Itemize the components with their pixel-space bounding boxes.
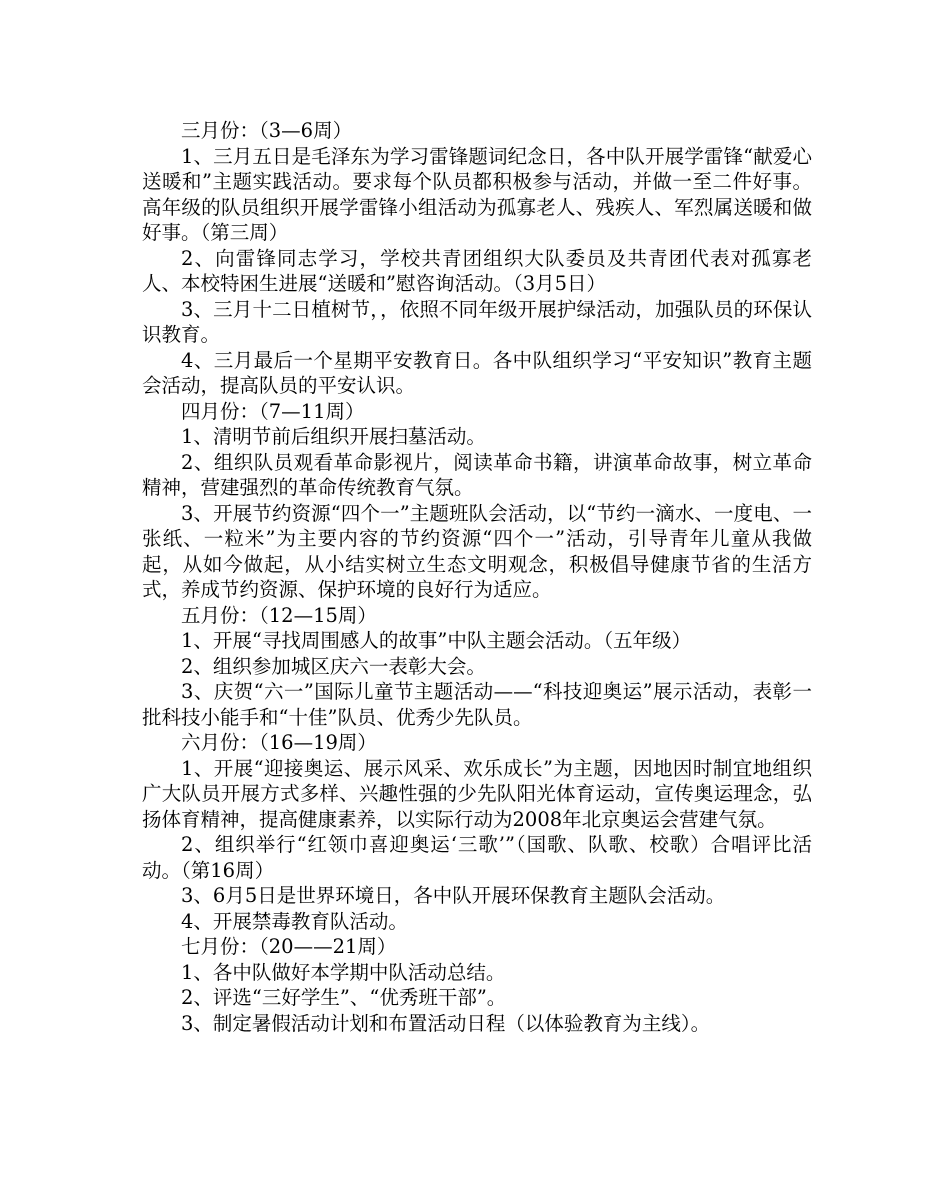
heading-june: 六月份：（16—19周）: [181, 731, 377, 754]
heading-july: 七月份：（20——21周）: [181, 935, 397, 958]
paragraph-may-2: 2、组织参加城区庆六一表彰大会。: [181, 654, 486, 678]
paragraph-march-1: 1、三月五日是毛泽东为学习雷锋题词纪念日，各中队开展学雷锋“献爱心 送暖和”主题实践活动。要求每个队员都积极参与活动，并做一至二件好事。高年级的队员组织开展学雷锋小组活动为孤寡老人、残疾人、军烈属送暖和做好事。（第三周）: [142, 144, 852, 244]
paragraph-march-4: 4、三月最后一个星期平安教育日。各中队组织学习“平安知识”教育主题会活动，提高队员的平安认识。: [142, 348, 812, 397]
paragraph-may-1: 1、开展“寻找周围感人的故事”中队主题会活动。（五年级）: [181, 629, 692, 652]
paragraph-april-2: 2、组织队员观看革命影视片，阅读革命书籍，讲演革命故事，树立革命精神，营建强烈的革命传统教育气氛。: [142, 450, 812, 499]
document-body: [142, 118, 852, 1036]
paragraph-june-4: 4、开展禁毒教育队活动。: [181, 909, 408, 933]
paragraph-june-1: 1、开展“迎接奥运、展示风采、欢乐成长”为主题，因地因时制宜地组织广大队员开展方式多样、兴趣性强的少先队阳光体育运动，宣传奥运理念，弘扬体育精神，提高健康素养，以实际行动为2008年北京奥运会营建气氛。: [142, 756, 812, 831]
paragraph-june-3: 3、6月5日是世界环境日，各中队开展环保教育主题队会活动。: [181, 884, 726, 907]
paragraph-april-3: 3、开展节约资源“四个一”主题班队会活动，以“节约一滴水、一度电、一张纸、一粒米”为主要内容的节约资源“四个一”活动，引导青年儿童从我做起，从如今做起，从小结实树立生态文明观念，积极倡导健康节省的生活方式，养成节约资源、保护环境的良好行为适应。: [142, 501, 812, 601]
paragraph-july-2: 2、评选“三好学生”、“优秀班干部”。: [181, 986, 507, 1009]
paragraph-may-3: 3、庆贺“六一”国际儿童节主题活动——“科技迎奥运”展示活动，表彰一批科技小能手和“十佳”队员、优秀少先队员。: [142, 680, 812, 729]
paragraph-march-3: 3、三月十二日植树节，，依照不同年级开展护绿活动，加强队员的环保认识教育。: [142, 297, 812, 346]
paragraph-june-2: 2、组织举行“红领巾喜迎奥运‘三歌’”（国歌、队歌、校歌）合唱评比活动。（第16周）: [142, 833, 812, 882]
heading-april: 四月份：（7—11周）: [181, 399, 365, 423]
heading-may: 五月份：（12—15周）: [181, 603, 377, 627]
paragraph-july-1: 1、各中队做好本学期中队活动总结。: [181, 960, 506, 984]
heading-march: 三月份：（3—6周）: [181, 119, 353, 142]
paragraph-april-1: 1、清明节前后组织开展扫墓活动。: [181, 425, 486, 448]
paragraph-march-2: 2、向雷锋同志学习，学校共青团组织大队委员及共青团代表对孤寡老人、本校特困生进展“送暖和”慰咨询活动。（3月5日）: [142, 246, 812, 295]
paragraph-july-3: 3、制定暑假活动计划和布置活动日程（以体验教育为主线）。: [181, 1011, 711, 1035]
